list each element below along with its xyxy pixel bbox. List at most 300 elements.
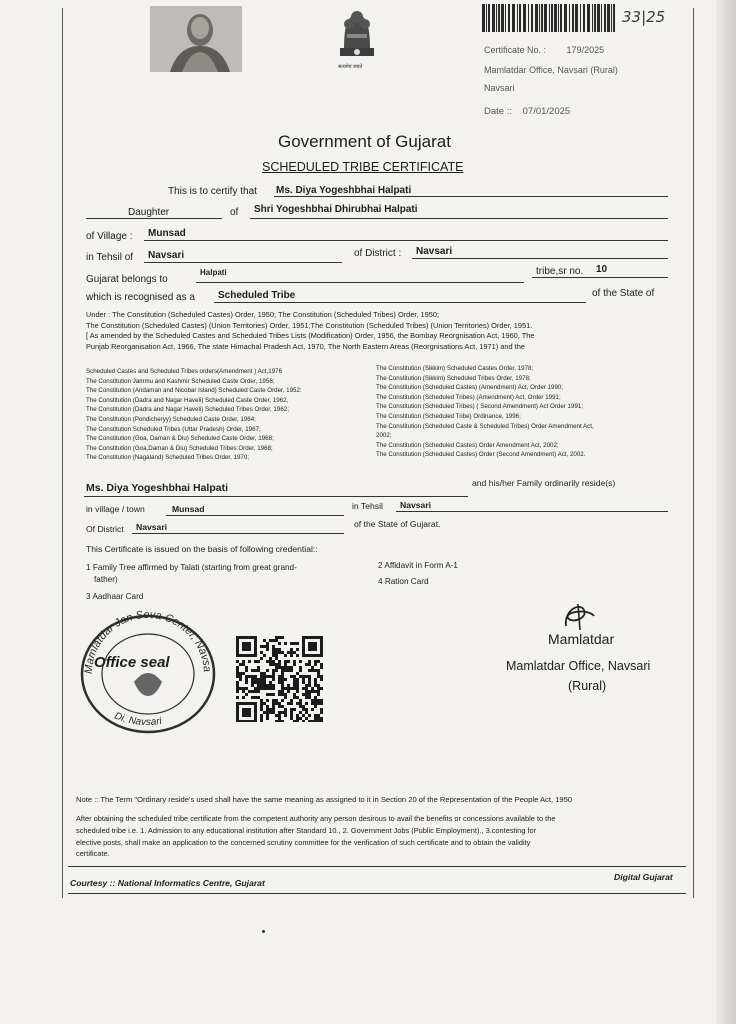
qr-module	[290, 666, 293, 669]
qr-module	[245, 645, 248, 648]
qr-module	[284, 642, 287, 645]
qr-module	[311, 702, 314, 705]
qr-module	[254, 708, 257, 711]
under-line: [ As amended by the Scheduled Castes and Scheduled Tribes Lists (Modification) Order, 1956, the Bombay Reorgnisation Act, 1960, The	[86, 331, 535, 340]
qr-module	[299, 717, 302, 720]
qr-module	[263, 678, 266, 681]
qr-module	[281, 672, 284, 675]
qr-module	[287, 687, 290, 690]
qr-module	[236, 651, 239, 654]
qr-module	[296, 690, 299, 693]
qr-module	[296, 684, 299, 687]
qr-module	[320, 654, 323, 657]
qr-module	[236, 669, 239, 672]
qr-module	[269, 708, 272, 711]
qr-module	[260, 684, 263, 687]
order-item: The Constitution (Dadra and Nagar Haveli) Scheduled Caste Order, 1962,	[86, 396, 289, 404]
qr-module	[272, 645, 275, 648]
qr-module	[266, 642, 269, 645]
order-item: 2002;	[376, 432, 392, 440]
certify-prefix: This is to certify that	[168, 186, 257, 197]
qr-module	[305, 687, 308, 690]
handwritten-number: 33|25	[622, 8, 666, 26]
qr-module	[302, 693, 305, 696]
qr-module	[248, 675, 251, 678]
qr-module	[305, 717, 308, 720]
qr-module	[296, 654, 299, 657]
barcode-bar	[611, 4, 612, 32]
qr-module	[248, 708, 251, 711]
qr-module	[266, 714, 269, 717]
district-label: of District :	[354, 248, 402, 259]
qr-module	[242, 663, 245, 666]
qr-module	[272, 702, 275, 705]
qr-module	[272, 693, 275, 696]
qr-module	[311, 636, 314, 639]
order-item: The Constitution (Sikkim) Scheduled Castes Order, 1978;	[376, 365, 534, 372]
barcode-bar	[569, 4, 570, 32]
qr-module	[275, 669, 278, 672]
qr-module	[251, 696, 254, 699]
barcode-bar	[580, 4, 581, 32]
qr-module	[239, 672, 242, 675]
qr-module	[269, 693, 272, 696]
qr-module	[263, 639, 266, 642]
tehsil: Navsari	[148, 250, 185, 261]
qr-module	[254, 639, 257, 642]
order-item: Scheduled Castes and Scheduled Tribes orders(Amendment ) Act,1976	[86, 368, 283, 375]
qr-module	[263, 675, 266, 678]
qr-module	[317, 690, 320, 693]
qr-module	[281, 678, 284, 681]
barcode-bar	[482, 4, 485, 32]
qr-module	[260, 717, 263, 720]
qr-module	[245, 681, 248, 684]
qr-module	[239, 663, 242, 666]
qr-module	[302, 675, 305, 678]
barcode-bar	[496, 4, 497, 32]
tribe: Halpati	[200, 268, 227, 277]
qr-module	[299, 669, 302, 672]
qr-module	[269, 681, 272, 684]
qr-module	[275, 663, 278, 666]
barcode-bar	[519, 4, 521, 32]
barcode-bar	[583, 4, 585, 32]
qr-module	[272, 705, 275, 708]
qr-module	[311, 666, 314, 669]
qr-module	[245, 666, 248, 669]
qr-module	[305, 702, 308, 705]
barcode-bar	[604, 4, 606, 32]
office-line-2: Navsari	[484, 83, 515, 93]
barcode-bar	[505, 4, 506, 32]
qr-module	[320, 675, 323, 678]
qr-module	[284, 693, 287, 696]
qr-module	[263, 687, 266, 690]
qr-module	[320, 645, 323, 648]
qr-module	[266, 708, 269, 711]
qr-module	[290, 717, 293, 720]
qr-module	[320, 720, 323, 722]
qr-module	[269, 711, 272, 714]
qr-module	[320, 711, 323, 714]
qr-module	[293, 687, 296, 690]
qr-module	[308, 636, 311, 639]
qr-module	[239, 702, 242, 705]
qr-module	[305, 663, 308, 666]
barcode-bar	[554, 4, 557, 32]
qr-module	[287, 684, 290, 687]
qr-module	[284, 666, 287, 669]
qr-module	[263, 711, 266, 714]
qr-module	[257, 687, 260, 690]
qr-module	[275, 699, 278, 702]
qr-module	[236, 639, 239, 642]
qr-module	[254, 642, 257, 645]
qr-module	[293, 684, 296, 687]
qr-module	[320, 651, 323, 654]
qr-module	[299, 660, 302, 663]
qr-module	[302, 651, 305, 654]
footer-courtesy: Courtesy :: National Informatics Centre, Gujarat	[70, 878, 265, 888]
barcode-bar	[594, 4, 596, 32]
qr-module	[320, 708, 323, 711]
qr-module	[317, 684, 320, 687]
qr-module	[266, 660, 269, 663]
barcode	[482, 4, 618, 32]
qr-module	[254, 714, 257, 717]
qr-module	[293, 720, 296, 722]
qr-module	[248, 720, 251, 722]
qr-module	[311, 699, 314, 702]
res-tehsil-label: in Tehsil	[352, 501, 383, 511]
tribe-sr-label: tribe,sr no.	[536, 266, 584, 277]
qr-module	[281, 681, 284, 684]
qr-module	[236, 666, 239, 669]
parent-name: Shri Yogeshbhai Dhirubhai Halpati	[254, 204, 418, 215]
qr-module	[251, 636, 254, 639]
qr-module	[314, 636, 317, 639]
credential-item: 2 Affidavit in Form A-1	[378, 561, 458, 570]
qr-module	[272, 687, 275, 690]
qr-module	[236, 708, 239, 711]
qr-module	[248, 642, 251, 645]
qr-module	[278, 702, 281, 705]
qr-module	[278, 636, 281, 639]
date-value: 07/01/2025	[522, 106, 571, 117]
qr-module	[308, 696, 311, 699]
qr-module	[263, 654, 266, 657]
qr-module	[242, 648, 245, 651]
qr-module	[311, 708, 314, 711]
qr-module	[263, 702, 266, 705]
qr-module	[272, 684, 275, 687]
qr-module	[260, 699, 263, 702]
qr-module	[296, 642, 299, 645]
certificate-no-block	[484, 45, 604, 56]
order-item: The Constitution (Scheduled Tribes) (Amendment) Act, Order 1991;	[376, 393, 561, 401]
qr-module	[260, 657, 263, 660]
date-label: Date ::	[484, 106, 512, 117]
qr-module	[242, 672, 245, 675]
qr-module	[302, 648, 305, 651]
qr-module	[275, 702, 278, 705]
scan-edge	[716, 0, 736, 1024]
qr-module	[302, 645, 305, 648]
qr-module	[278, 666, 281, 669]
qr-module	[278, 717, 281, 720]
barcode-bar	[498, 4, 500, 32]
credential-item: 1 Family Tree affirmed by Talati (starting from great grand-	[86, 563, 297, 572]
orders-right-column	[376, 364, 594, 460]
qr-module	[302, 687, 305, 690]
qr-module	[314, 699, 317, 702]
qr-module	[278, 693, 281, 696]
seal-ring-text: Mamlatdar Jan Seva Center, Navsa	[82, 608, 214, 675]
qr-module	[287, 660, 290, 663]
qr-module	[236, 648, 239, 651]
qr-module	[266, 693, 269, 696]
qr-module	[284, 696, 287, 699]
barcode-bar	[531, 4, 533, 32]
qr-module	[236, 696, 239, 699]
qr-module	[278, 681, 281, 684]
qr-module	[266, 669, 269, 672]
qr-module	[269, 675, 272, 678]
qr-module	[266, 675, 269, 678]
qr-module	[314, 720, 317, 722]
qr-module	[287, 690, 290, 693]
qr-module	[245, 693, 248, 696]
qr-module	[293, 681, 296, 684]
order-item: The Constitution (Andaman and Nicobar Island) Scheduled Caste Order, 1952:	[86, 387, 302, 395]
qr-module	[275, 666, 278, 669]
qr-module	[266, 684, 269, 687]
barcode-bar	[558, 4, 559, 32]
qr-module	[305, 675, 308, 678]
qr-module	[290, 687, 293, 690]
date-block	[484, 106, 570, 117]
qr-module	[302, 654, 305, 657]
order-item: The Constitution (Scheduled Castes) (Amendment) Act, Order 1990;	[376, 384, 564, 392]
barcode-bar	[587, 4, 590, 32]
qr-module	[314, 684, 317, 687]
certificate-type-title: SCHEDULED TRIBE CERTIFICATE	[262, 160, 464, 174]
recognised-as: Scheduled Tribe	[218, 290, 296, 301]
qr-module	[275, 636, 278, 639]
barcode-bar	[601, 4, 602, 32]
qr-module	[245, 642, 248, 645]
qr-module	[236, 711, 239, 714]
qr-module	[236, 714, 239, 717]
instruction-line: certificate.	[76, 849, 110, 859]
qr-module	[236, 684, 239, 687]
barcode-bar	[492, 4, 495, 32]
qr-module	[311, 720, 314, 722]
qr-module	[281, 690, 284, 693]
qr-module	[269, 639, 272, 642]
qr-module	[260, 702, 263, 705]
qr-module	[266, 705, 269, 708]
qr-module	[281, 675, 284, 678]
tribe-sr-no: 10	[596, 264, 608, 275]
qr-module	[290, 648, 293, 651]
qr-module	[281, 666, 284, 669]
barcode-bar	[528, 4, 529, 32]
qr-module	[308, 681, 311, 684]
instruction-line: After obtaining the scheduled tribe certificate from the competent authority any person desirous to avail the benefits or concessions available to the	[76, 814, 556, 823]
qr-module	[311, 687, 314, 690]
qr-module	[302, 678, 305, 681]
qr-module	[281, 720, 284, 722]
qr-module	[245, 669, 248, 672]
qr-module	[260, 678, 263, 681]
qr-module	[251, 702, 254, 705]
qr-module	[278, 651, 281, 654]
qr-module	[251, 669, 254, 672]
qr-module	[290, 675, 293, 678]
under-paragraph	[86, 310, 535, 352]
qr-module	[275, 654, 278, 657]
qr-module	[281, 669, 284, 672]
qr-module	[257, 690, 260, 693]
qr-module	[275, 657, 278, 660]
qr-module	[302, 636, 305, 639]
village-label: of Village :	[86, 231, 133, 242]
qr-module	[254, 705, 257, 708]
qr-module	[269, 660, 272, 663]
qr-module	[236, 717, 239, 720]
qr-module	[317, 714, 320, 717]
qr-module	[299, 699, 302, 702]
qr-module	[305, 636, 308, 639]
under-line: Under : The Constitution (Scheduled Castes) Order, 1950; The Constitution (Scheduled Tribes) Order, 1950;	[86, 310, 440, 319]
credential-item: 3 Aadhaar Card	[86, 592, 144, 601]
qr-module	[254, 702, 257, 705]
qr-module	[302, 708, 305, 711]
barcode-bar	[539, 4, 540, 32]
certificate-no: 179/2025	[566, 45, 605, 55]
qr-module	[269, 687, 272, 690]
order-item: The Constitution (Scheduled Castes) Order Amendment Act, 2002;	[376, 441, 559, 449]
qr-module	[314, 678, 317, 681]
qr-module	[278, 705, 281, 708]
res-state-label: of the State of Gujarat.	[354, 519, 441, 529]
qr-module	[251, 690, 254, 693]
qr-module	[236, 645, 239, 648]
signatory-title: Mamlatdar	[548, 631, 615, 647]
qr-module	[302, 642, 305, 645]
qr-module	[275, 651, 278, 654]
qr-module	[236, 681, 239, 684]
village-town-label: in village / town	[86, 504, 145, 514]
qr-module	[281, 699, 284, 702]
qr-module	[305, 684, 308, 687]
qr-module	[254, 690, 257, 693]
order-item: The Constitution (Scheduled Castes) Order (Second Amendment) Act, 2002.	[376, 451, 586, 459]
qr-code	[236, 636, 324, 722]
qr-module	[239, 654, 242, 657]
qr-module	[305, 693, 308, 696]
qr-module	[311, 669, 314, 672]
qr-module	[242, 636, 245, 639]
qr-module	[308, 690, 311, 693]
qr-module	[272, 669, 275, 672]
qr-module	[245, 648, 248, 651]
qr-module	[236, 675, 239, 678]
qr-module	[263, 645, 266, 648]
qr-module	[248, 702, 251, 705]
qr-module	[266, 687, 269, 690]
qr-module	[242, 690, 245, 693]
qr-module	[251, 678, 254, 681]
barcode-bar	[549, 4, 550, 32]
barcode-bar	[551, 4, 553, 32]
qr-module	[269, 684, 272, 687]
qr-module	[251, 720, 254, 722]
qr-module	[242, 642, 245, 645]
instruction-line: elective posts, shall make an application to the concerned scrutiny committee for the verification of such certificate and to obtain the validity	[76, 837, 531, 847]
qr-module	[281, 636, 284, 639]
qr-module	[287, 666, 290, 669]
under-line: Punjab Reorganisation Act, 1966, The state Himachal Pradesh Act, 1970, The North Eastern Areas (Reorgnisations Act, 1971) and the	[86, 341, 525, 351]
qr-module	[314, 690, 317, 693]
qr-module	[287, 669, 290, 672]
qr-module	[296, 687, 299, 690]
qr-module	[239, 675, 242, 678]
order-item: The Constitution Scheduled Tribes (Uttar Pradesh) Order, 1967;	[86, 425, 261, 433]
qr-module	[290, 651, 293, 654]
emblem-caption: सत्यमेव जयते	[338, 64, 363, 70]
note: Note :: The Term "Ordinary reside's used shall have the same meaning as assigned to it in Section 20 of the Representation of the People Act, 1950	[76, 795, 573, 804]
qr-module	[290, 642, 293, 645]
family-reside-label: and his/her Family ordinarily reside(s)	[472, 478, 616, 488]
qr-module	[293, 678, 296, 681]
qr-module	[284, 663, 287, 666]
qr-module	[296, 678, 299, 681]
qr-module	[305, 690, 308, 693]
qr-module	[260, 675, 263, 678]
qr-module	[314, 660, 317, 663]
qr-module	[254, 645, 257, 648]
qr-module	[236, 690, 239, 693]
qr-module	[317, 693, 320, 696]
order-item: The Constitution (Pondicheryy) Scheduled Caste Order, 1964;	[86, 415, 256, 423]
signatory-office-2: (Rural)	[568, 679, 607, 693]
relation: Daughter	[128, 207, 170, 218]
qr-module	[278, 648, 281, 651]
res-tehsil: Navsari	[400, 500, 432, 510]
qr-module	[242, 660, 245, 663]
qr-module	[257, 669, 260, 672]
qr-module	[266, 699, 269, 702]
qr-module	[314, 696, 317, 699]
qr-module	[287, 651, 290, 654]
qr-module	[245, 687, 248, 690]
recognised-label: which is recognised as a	[86, 292, 195, 303]
qr-module	[254, 681, 257, 684]
qr-module	[239, 678, 242, 681]
belongs-label: Gujarat belongs to	[86, 274, 168, 285]
certificate-no-label: Certificate No. :	[484, 45, 547, 55]
tehsil-label: in Tehsil of	[86, 252, 134, 263]
qr-module	[266, 645, 269, 648]
qr-module	[299, 711, 302, 714]
qr-module	[251, 654, 254, 657]
qr-module	[296, 720, 299, 722]
qr-module	[320, 642, 323, 645]
instruction-line: scheduled tribe i.e. 1. Admission to any educational institution after Standard 10., 2. Government Jobs (Public Employment)., 3.contesting for	[76, 825, 537, 835]
